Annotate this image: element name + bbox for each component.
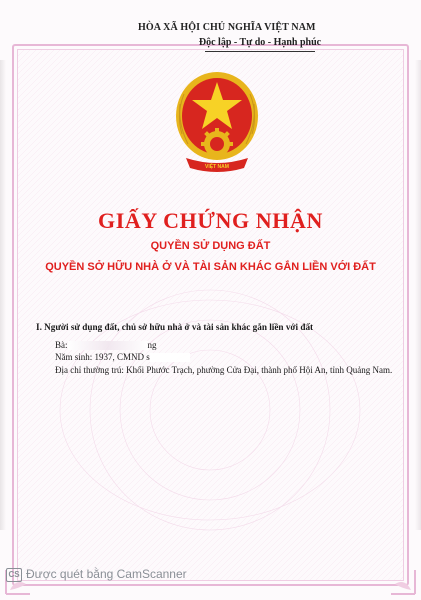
emblem-ribbon-text: VIỆT NAM: [205, 164, 229, 170]
national-emblem-icon: [172, 64, 262, 179]
permanent-address: Địa chỉ thường trú: Khối Phước Trạch, phường Cửa Đại, thành phố Hội An, tỉnh Quảng Nam.: [55, 365, 393, 375]
scan-shadow-left: [0, 60, 6, 530]
redaction-mark: [68, 341, 148, 350]
corner-ornament-icon: [379, 558, 419, 598]
camscanner-logo-icon: CS: [6, 568, 22, 582]
motto-underline: [205, 51, 315, 52]
scan-shadow-right: [415, 60, 421, 530]
redaction-mark: [150, 353, 190, 362]
certificate-title: GIẤY CHỨNG NHẬN: [98, 208, 323, 233]
camscanner-watermark: [0, 566, 260, 586]
holder-name-prefix: Bà:: [55, 340, 68, 350]
country-name: HÒA XÃ HỘI CHỦ NGHĨA VIỆT NAM: [138, 22, 316, 33]
holder-name-line: [55, 340, 157, 350]
camscanner-watermark-text: Được quét bằng CamScanner: [26, 567, 187, 581]
birth-year-text: Năm sinh: 1937, CMND s: [55, 352, 150, 362]
certificate-subtitle-ownership: QUYỀN SỞ HỮU NHÀ Ở VÀ TÀI SẢN KHÁC GẮN LIỀN VỚI ĐẤT: [45, 261, 376, 273]
birth-year-line: [55, 352, 190, 362]
section-heading-owner: I. Người sử dụng đất, chủ sở hữu nhà ở và tài sản khác gắn liền với đất: [36, 322, 314, 332]
certificate-subtitle-land-use: QUYỀN SỬ DỤNG ĐẤT: [150, 240, 271, 252]
national-motto: Độc lập - Tự do - Hạnh phúc: [198, 37, 322, 48]
holder-name-visible: ng: [147, 340, 157, 350]
